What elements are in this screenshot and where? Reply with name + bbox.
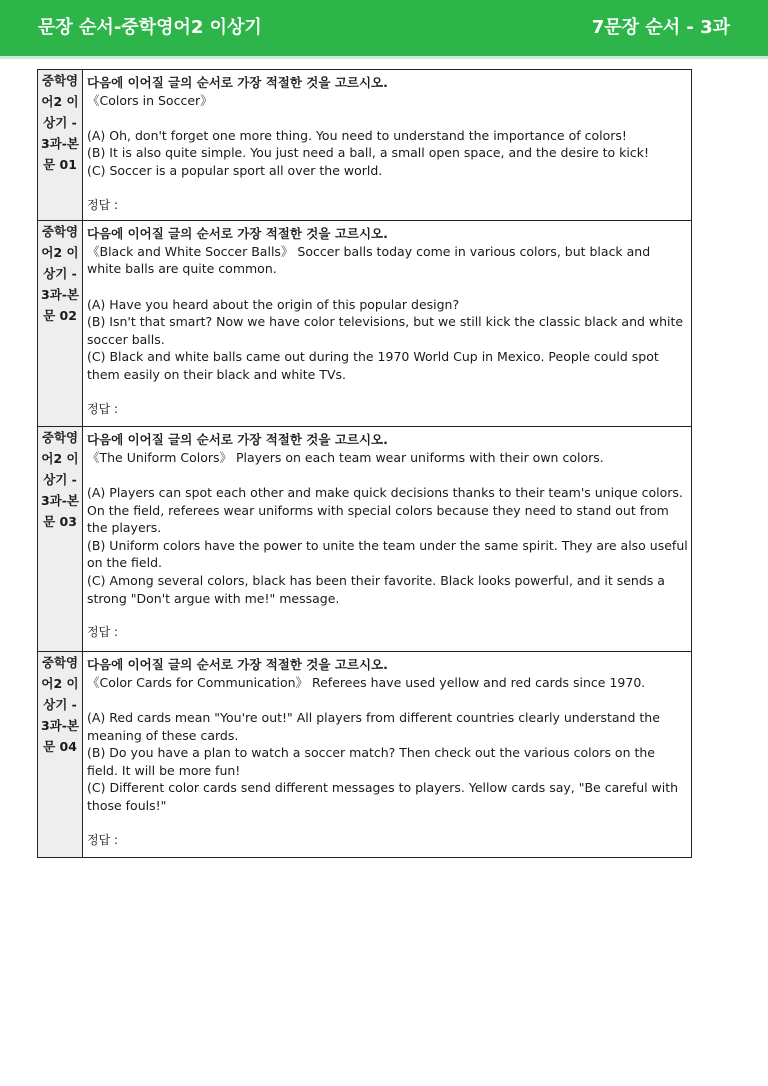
question-row xyxy=(38,221,692,427)
answer-field: 정답 : xyxy=(87,832,119,847)
option-b: (B) Do you have a plan to watch a soccer match? Then check out the various colors on the field. It will be more fun! xyxy=(87,745,655,778)
header-divider xyxy=(0,56,768,59)
question-label: 중학영어2 이상기 - 3과-본문 01 xyxy=(38,70,83,221)
option-a: (A) Have you heard about the origin of this popular design? xyxy=(87,296,460,312)
question-label: 중학영어2 이상기 - 3과-본문 04 xyxy=(38,652,83,858)
question-content xyxy=(83,221,692,427)
question-content xyxy=(83,652,692,858)
option-a: (A) Red cards mean "You're out!" All players from different countries clearly understand the meaning of these cards. xyxy=(87,709,660,743)
option-b: (B) Uniform colors have the power to unite the team under the same spirit. They are also useful on the field. xyxy=(87,537,688,571)
question-row xyxy=(38,652,692,858)
option-c: (C) Black and white balls came out during the 1970 World Cup in Mexico. People could spot them easily on their black and white TVs. xyxy=(87,349,659,382)
answer-field: 정답 : xyxy=(87,625,119,640)
question-label: 중학영어2 이상기 - 3과-본문 03 xyxy=(38,427,83,652)
answer-field: 정답 : xyxy=(87,197,119,212)
passage-intro: 《Colors in Soccer》 xyxy=(87,92,213,108)
question-table xyxy=(37,69,692,858)
section-title: 7문장 순서 - 3과 xyxy=(591,17,730,38)
passage-intro: 《Black and White Soccer Balls》 Soccer balls today come in various colors, but black and white balls are quite common. xyxy=(87,243,651,277)
question-instruction: 다음에 이어질 글의 순서로 가장 적절한 것을 고르시오. xyxy=(87,432,388,448)
option-a: (A) Players can spot each other and make quick decisions thanks to their team's unique colors. On the field, referees wear uniforms with special colors because they need to stand out from the players. xyxy=(87,484,683,536)
question-row xyxy=(38,70,692,221)
question-content xyxy=(83,427,692,652)
question-instruction: 다음에 이어질 글의 순서로 가장 적절한 것을 고르시오. xyxy=(87,75,388,90)
option-c: (C) Among several colors, black has been their favorite. Black looks powerful, and it sends a strong "Don't argue with me!" message. xyxy=(87,572,665,606)
option-c: (C) Soccer is a popular sport all over the world. xyxy=(87,162,383,178)
passage-intro: 《The Uniform Colors》 Players on each team wear uniforms with their own colors. xyxy=(87,449,604,465)
question-instruction: 다음에 이어질 글의 순서로 가장 적절한 것을 고르시오. xyxy=(87,226,388,242)
passage-intro: 《Color Cards for Communication》 Referees have used yellow and red cards since 1970. xyxy=(87,674,646,690)
option-b: (B) It is also quite simple. You just need a ball, a small open space, and the desire to kick! xyxy=(87,145,649,161)
option-a: (A) Oh, don't forget one more thing. You need to understand the importance of colors! xyxy=(87,127,627,143)
option-b: (B) Isn't that smart? Now we have color televisions, but we still kick the classic black and white soccer balls. xyxy=(87,314,684,347)
question-row xyxy=(38,427,692,652)
answer-field: 정답 : xyxy=(87,401,119,416)
document-title: 문장 순서-중학영어2 이상기 xyxy=(38,17,262,38)
option-c: (C) Different color cards send different messages to players. Yellow cards say, "Be careful with those fouls!" xyxy=(87,780,679,813)
question-content xyxy=(83,70,692,221)
question-instruction: 다음에 이어질 글의 순서로 가장 적절한 것을 고르시오. xyxy=(87,657,388,673)
page-header xyxy=(0,0,768,56)
question-label: 중학영어2 이상기 - 3과-본문 02 xyxy=(38,221,83,427)
